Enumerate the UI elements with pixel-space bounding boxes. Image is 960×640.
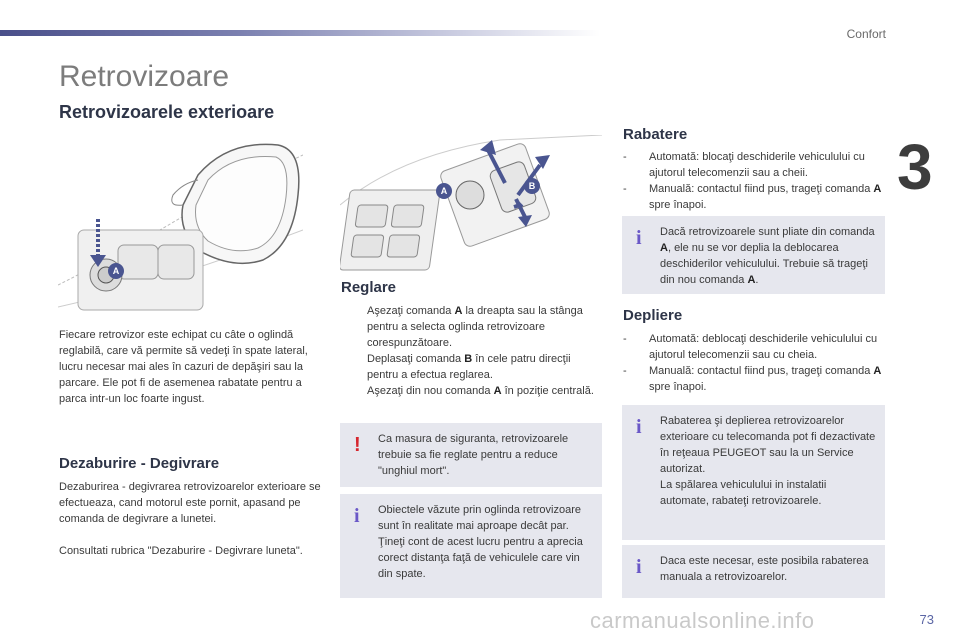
label-a-badge: A bbox=[436, 183, 452, 199]
reglare-heading: Reglare bbox=[341, 279, 397, 296]
intro-paragraph: Fiecare retrovizor este echipat cu câte o oglindă reglabilă, care vă permite să vedeţi în spate lateral, lucru necesar mai ales în cazuri de depăşiri sau la parcare. Ele pot fi de asemenea rabatate pentru a parca intr-un loc foarte ingust. bbox=[59, 329, 308, 405]
info-note-manual bbox=[622, 545, 885, 598]
list-item: - Automată: deblocaţi deschiderile vehiculului cu ajutorul telecomenzii sau cu cheia. bbox=[623, 333, 878, 361]
info-text: Obiectele văzute prin oglinda retrovizoare sunt în realitate mai aproape decât par. Ţineţi cont de acest lucru pentru a aprecia corect distanţa faţă de vehiculele care vin din spate. bbox=[378, 504, 583, 580]
info-icon: i bbox=[636, 556, 642, 578]
list-item: - Manuală: contactul fiind pus, trageţi comanda A spre înapoi. bbox=[623, 183, 882, 211]
depliere-list bbox=[623, 331, 885, 395]
warning-text: Ca masura de siguranta, retrovizoarele trebuie sa fie reglate pentru a reduce "unghiul mort". bbox=[378, 433, 569, 477]
mirror-illustration bbox=[58, 135, 303, 317]
warning-note bbox=[340, 423, 602, 487]
chapter-number: 3 bbox=[897, 131, 931, 203]
header-accent-bar bbox=[0, 30, 600, 36]
info-icon: i bbox=[636, 416, 642, 438]
list-item: - Manuală: contactul fiind pus, trageţi comanda A spre înapoi. bbox=[623, 365, 882, 393]
info-text: Dacă retrovizoarele sunt pliate din comanda A, ele nu se vor deplia la deblocarea deschiderilor vehiculului. Trebuie să trageţi din nou comanda A. bbox=[660, 226, 875, 286]
watermark: carmanualsonline.info bbox=[590, 608, 815, 633]
section-label: Confort bbox=[846, 27, 886, 41]
info-text: Daca este necesar, este posibila rabaterea manuala a retrovizoarelor. bbox=[660, 555, 869, 583]
defrost-heading: Dezaburire - Degivrare bbox=[59, 455, 220, 472]
list-item: Aşezaţi din nou comanda A în poziţie centrală. bbox=[367, 385, 594, 397]
label-b-badge: B bbox=[524, 178, 540, 194]
list-item: Aşezaţi comanda A la dreapta sau la stânga pentru a selecta oglinda retrovizoare corespunzătoare. bbox=[367, 305, 583, 349]
list-item: Deplasaţi comanda B în cele patru direcţii pentru a efectua reglarea. bbox=[367, 353, 571, 381]
rabatere-list bbox=[623, 149, 885, 213]
list-item: - Automată: blocaţi deschiderile vehiculului cu ajutorul telecomenzii sau a cheii. bbox=[623, 151, 865, 179]
info-icon: i bbox=[636, 227, 642, 249]
info-note-deactivate bbox=[622, 405, 885, 540]
page-number: 73 bbox=[919, 612, 934, 627]
depliere-heading: Depliere bbox=[623, 307, 683, 324]
defrost-paragraph: Dezaburirea - degivrarea retrovizoarelor exterioare se efectueaza, cand motorul este pornit, apasand pe comanda de degivrare a lunetei. bbox=[59, 481, 321, 525]
page-title: Retrovizoare bbox=[59, 60, 230, 93]
info-text: Rabaterea şi deplierea retrovizoarelor exterioare cu telecomanda pot fi dezactivate în reţeaua PEUGEOT sau la un Service autorizat. La spălarea vehiculului in instalatii automate, rabateţi retrovizoarele. bbox=[660, 415, 876, 507]
defrost-reference: Consultati rubrica "Dezaburire - Degivrare luneta". bbox=[59, 545, 303, 557]
reglare-steps bbox=[341, 303, 599, 399]
label-a-badge: A bbox=[108, 263, 124, 279]
mirror-control-illustration bbox=[340, 135, 602, 273]
info-note-folded bbox=[622, 216, 885, 294]
rabatere-heading: Rabatere bbox=[623, 126, 688, 143]
page-subtitle: Retrovizoarele exterioare bbox=[59, 102, 275, 122]
info-icon: i bbox=[354, 505, 360, 527]
warning-icon: ! bbox=[354, 434, 361, 456]
info-note-distance bbox=[340, 494, 602, 598]
